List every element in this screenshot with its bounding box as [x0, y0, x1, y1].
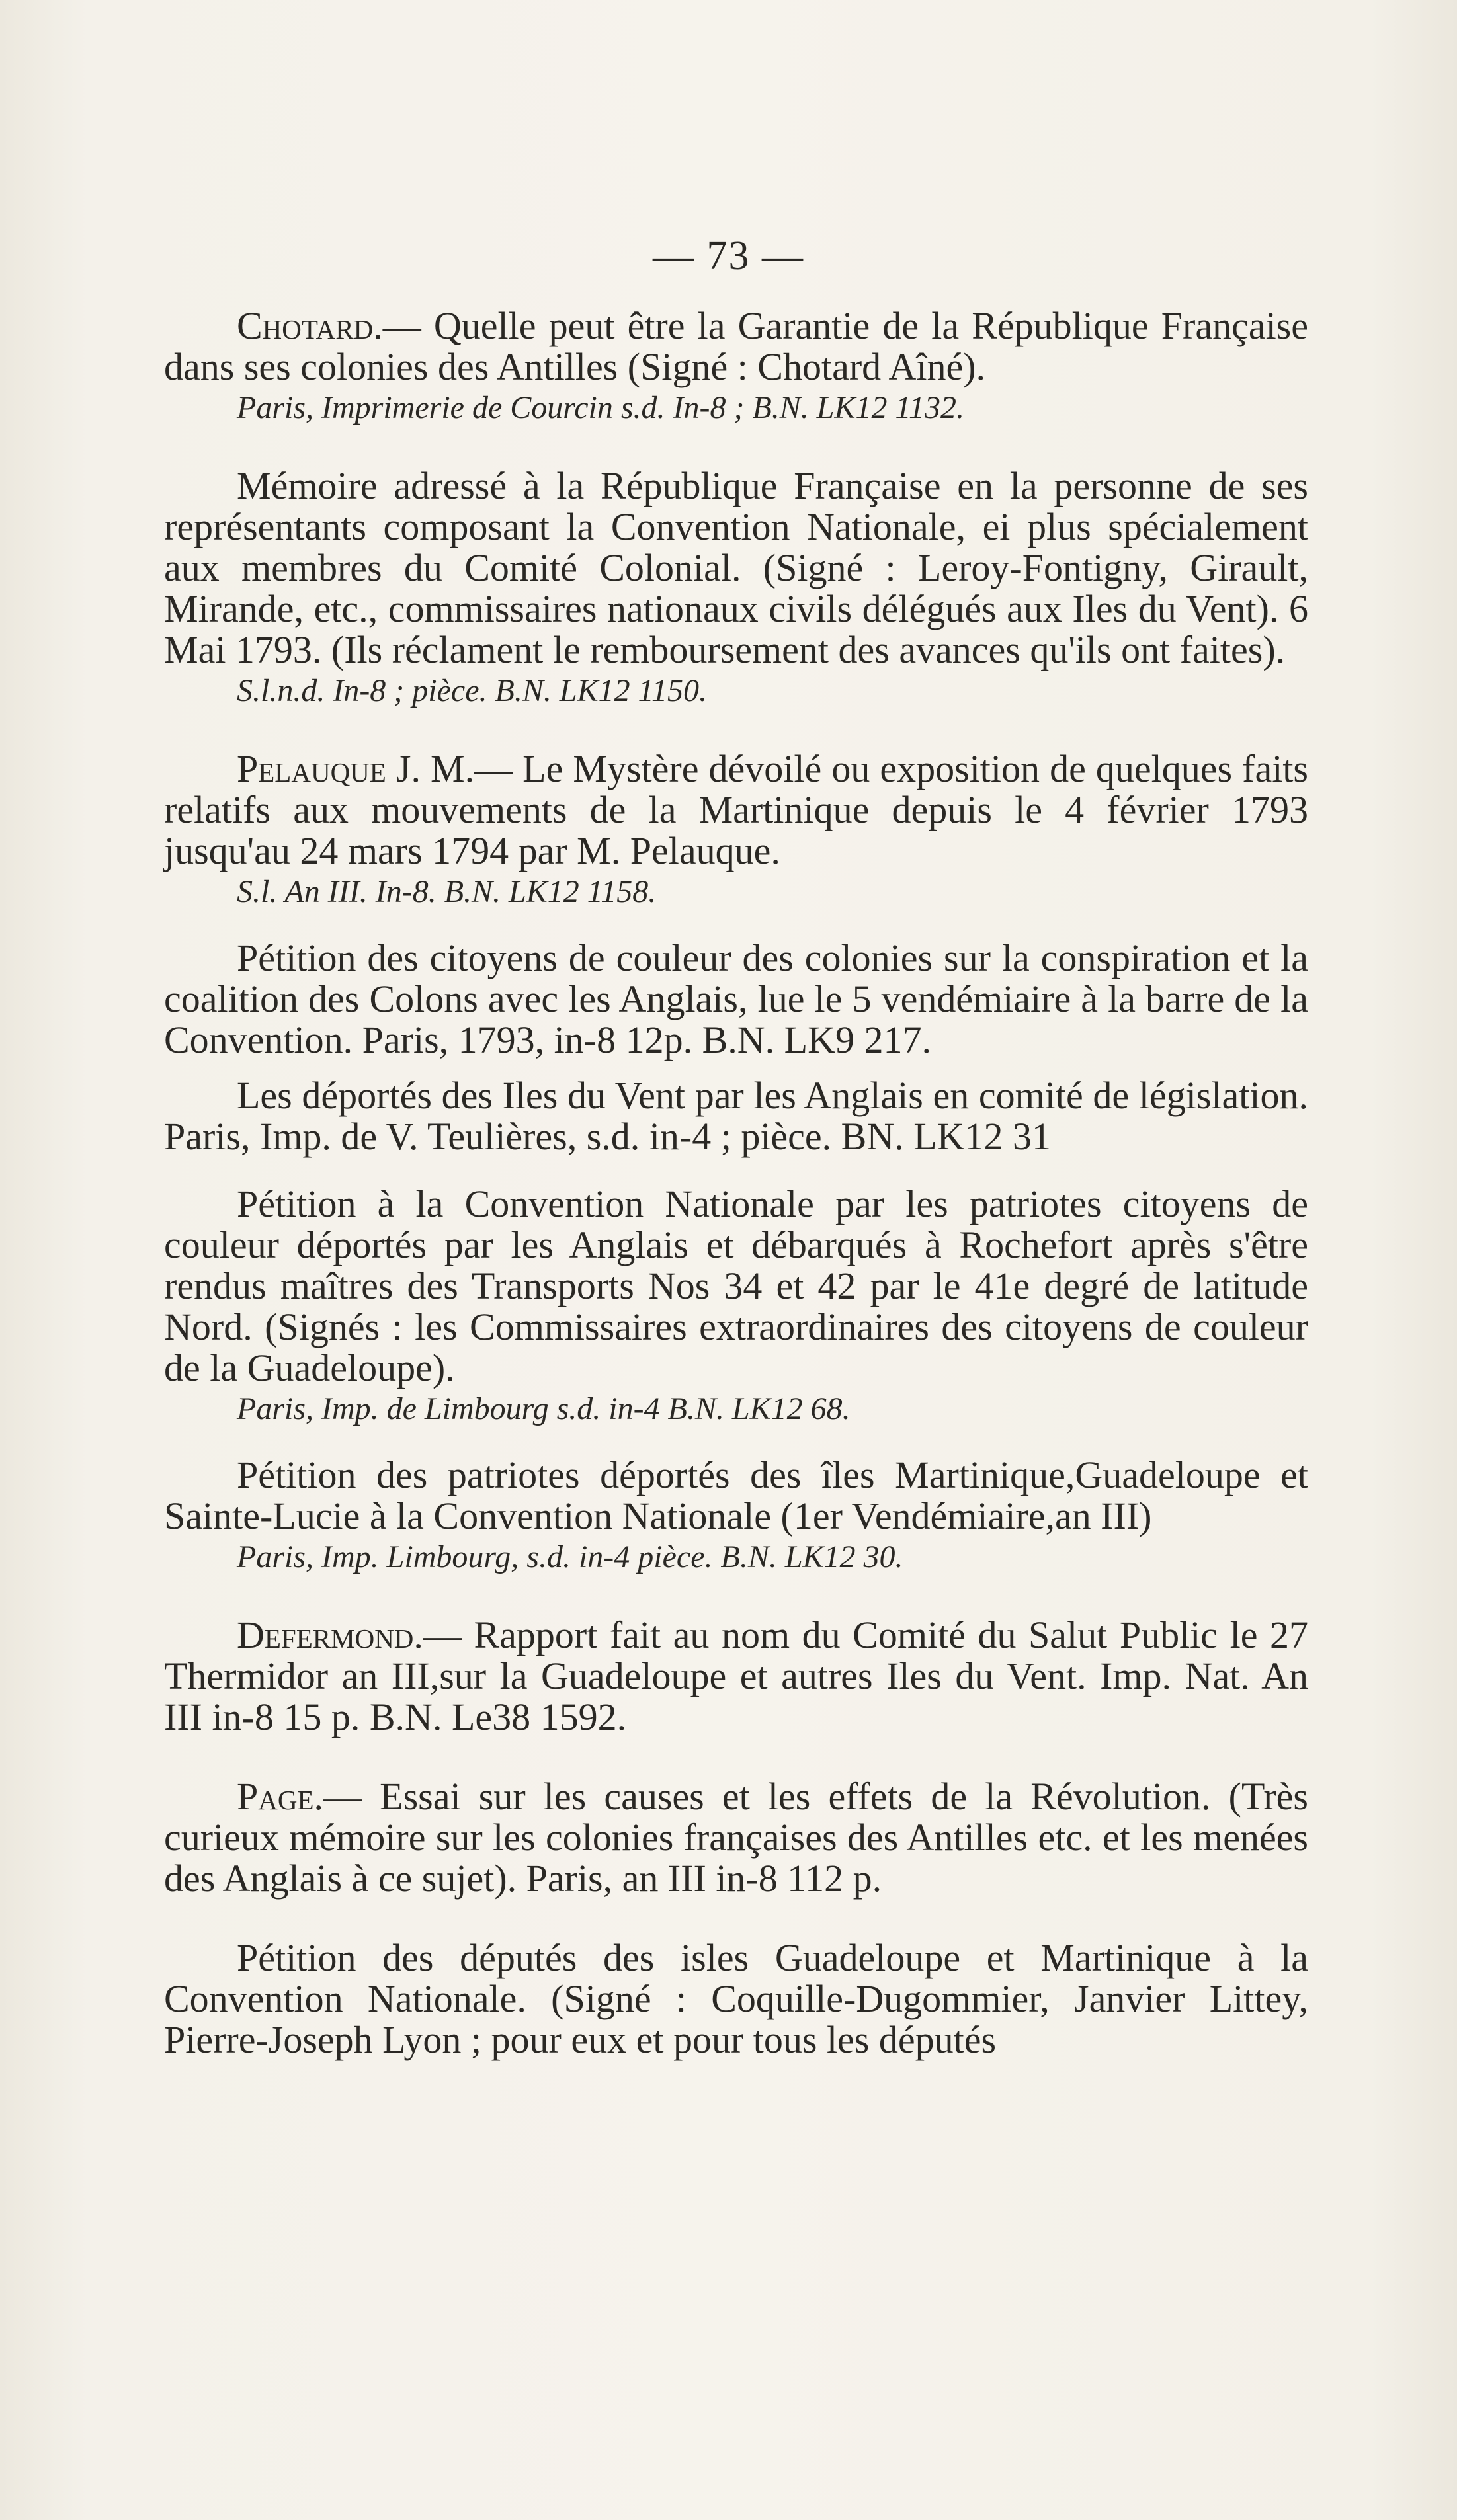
entry-body: — Le Mystère dévoilé ou exposition de quelques faits relatifs aux mouvements de la Martinique depuis le 4 février 1793 jusqu'au 24 mars 1794 par M. Pelauque.	[164, 747, 1309, 872]
entry-body: Mémoire adressé à la République Française en la personne de ses représentants composant la Convention Nationale, ei plus spécialement aux membres du Comité Colonial. (Signé : Leroy-Fontigny, Girault, Mirande, etc., commissaires nationaux civils délégués aux Iles du Vent). 6 Mai 1793. (Ils réclament le remboursement des avances qu'ils ont faites).	[164, 464, 1308, 671]
entry-author: Defermond.	[237, 1613, 423, 1656]
entry-body: Pétition à la Convention Nationale par les patriotes citoyens de couleur déportés par les Anglais et débarqués à Rochefort après s'être rendus maîtres des Transports Nos 34 et 42 par le 41e degré de latitude Nord. (Signés : les Commissaires extraordinaires des citoyens de couleur de la Guadeloupe).	[164, 1182, 1308, 1389]
entry-petition-convention	[164, 1184, 1308, 1428]
entry-pelauque	[164, 749, 1308, 911]
entry-petition-citoyens	[164, 938, 1308, 1061]
entry-petition-patriotes	[164, 1455, 1308, 1576]
entry-reference: Paris, Imp. Limbourg, s.d. in-4 pièce. B.N. LK12 30.	[237, 1539, 903, 1574]
entry-body: — Essai sur les causes et les effets de la Révolution. (Très curieux mémoire sur les colonies françaises des Antilles etc. et les menées des Anglais à ce sujet). Paris, an III in-8 112 p.	[164, 1775, 1308, 1900]
bibliography-list	[164, 305, 1308, 2060]
entry-chotard	[164, 305, 1308, 427]
entry-body: Pétition des citoyens de couleur des colonies sur la conspiration et la coalition des Colons avec les Anglais, lue le 5 vendémiaire à la barre de la Convention. Paris, 1793, in-8 12p. B.N. LK9 217.	[164, 936, 1308, 1061]
entry-text	[164, 305, 1308, 387]
entry-author: Page.	[237, 1775, 324, 1818]
entry-reference: S.l. An III. In-8. B.N. LK12 1158.	[237, 874, 657, 909]
entry-text	[164, 1776, 1308, 1899]
entry-page	[164, 1776, 1308, 1899]
entry-body: Pétition des patriotes déportés des îles Martinique,Guadeloupe et Sainte-Lucie à la Convention Nationale (1er Vendémiaire,an III)	[164, 1453, 1308, 1537]
entry-petition-deputes	[164, 1937, 1308, 2060]
entry-text	[164, 749, 1308, 872]
entry-body: Pétition des députés des isles Guadeloupe et Martinique à la Convention Nationale. (Signé : Coquille-Dugommier, Janvier Littey, Pierre-Joseph Lyon ; pour eux et pour tous les députés	[164, 1936, 1308, 2061]
entry-body: Les déportés des Iles du Vent par les Anglais en comité de législation. Paris, Imp. de V. Teulières, s.d. in-4 ; pièce. BN. LK12 31	[164, 1074, 1308, 1158]
page-number: — 73 —	[653, 233, 804, 278]
entry-reference: S.l.n.d. In-8 ; pièce. B.N. LK12 1150.	[237, 673, 708, 708]
entry-deportes	[164, 1075, 1308, 1157]
entry-author: Chotard.	[237, 304, 383, 347]
entry-reference: Paris, Imprimerie de Courcin s.d. In-8 ; B.N. LK12 1132.	[237, 390, 964, 425]
entry-body: — Rapport fait au nom du Comité du Salut Public le 27 Thermidor an III,sur la Guadeloupe et autres Iles du Vent. Imp. Nat. An III in-8 15 p. B.N. Le38 1592.	[164, 1613, 1308, 1738]
entry-reference: Paris, Imp. de Limbourg s.d. in-4 B.N. LK12 68.	[237, 1391, 851, 1426]
entry-author: Pelauque J. M.	[237, 747, 475, 790]
entry-memoire	[164, 466, 1308, 710]
entry-body: — Quelle peut être la Garantie de la République Française dans ses colonies des Antilles (Signé : Chotard Aîné).	[164, 304, 1308, 388]
entry-defermond	[164, 1615, 1308, 1738]
entry-text	[164, 1615, 1308, 1738]
